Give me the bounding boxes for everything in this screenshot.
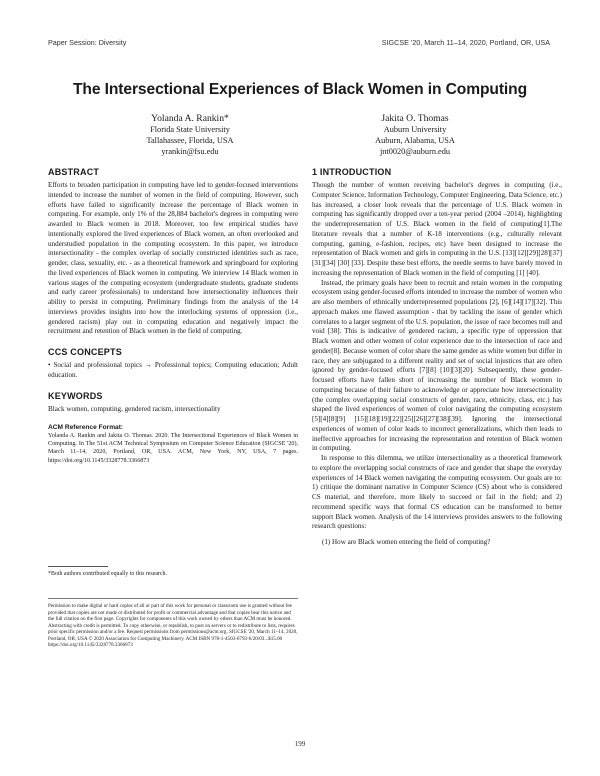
acm-reference-section <box>48 424 298 464</box>
running-header-right: SIGCSE '20, March 11–14, 2020, Portland, OR, USA <box>381 38 550 47</box>
author-name: Jakita O. Thomas <box>381 113 449 124</box>
author-location: Auburn, Alabama, USA <box>375 136 455 145</box>
footnote: *Both authors contributed equally to this research. <box>48 571 167 577</box>
abstract-heading: ABSTRACT <box>48 167 100 177</box>
acm-reference-heading: ACM Reference Format: <box>48 424 124 432</box>
author-email: yrankin@fsu.edu <box>161 147 219 156</box>
running-header-left: Paper Session: Diversity <box>48 38 127 47</box>
author-email: jnt0020@auburn.edu <box>379 147 451 156</box>
page-number: 199 <box>294 740 306 748</box>
intro-paragraph-1: Though the number of women receiving bachelor's degrees in computing (i.e., Computer Science, Information Technology, Computer Engineering, Data Science, etc.) has increased, a closer look reveals that the percentage of U.S. Black women in computing has significantly dropped over a ten-year period (2004 –2014), highlighting the underrepresentation of U.S. Black women in the field of computing[1].The literature reveals that a number of K-18 interventions (e.g., culturally relevant computing, gaming, e-fashion, recipes, etc) have been designed to increase the representation of Black women and girls in computing in the U.S. [13][12][29][28][37][31][34] [30] [33]. Despite these best efforts, the needle seems to have barely moved in increasing the representation of Black women in the field of computing [1] [40]. <box>312 181 562 277</box>
author-name: Yolanda A. Rankin* <box>151 113 229 124</box>
intro-paragraph-2: Instead, the primary goals have been to recruit and retain women in the computing ecosystem using gender-focused efforts intended to increase the number of women who are also members of ethnically underrepresented populations [2], [6][14][17][32]. This approach makes one flawed assumption - that by tackling the issue of gender which correlates to a larger segment of the U.S. population, the issue of race becomes null and void [38]. This is indicative of gendered racism, a specific type of oppression that Black women and other women of color experience due to the intersection of race and gender[8]. Because women of color share the same gender as white women but differ in race, they are subjugated to a different reality and set of social injustices that are often ignored by gender-focused efforts [7][8] [10][3][20]. Subsequently, these gender-focused efforts have fallen short of increasing the number of Black women in computing because of their failure to acknowledge or appreciate how intersectionality (the complex overlapping social constructs of gender, race, ethnicity, class, etc.) has shaped the lived experiences of women of color navigating the computing ecosystem [5][4][8][9] [15][18][19][22][25][26][27][38][39]. Ignoring the intersectional experiences of women of color leads to incorrect generalizations, which then leads to ineffective approaches for increasing the representation and retention of Black women in computing. <box>312 278 562 453</box>
author-block-1 <box>80 113 300 157</box>
abstract-text: Efforts to broaden participation in computing have led to gender-focused interventions intended to increase the number of women in the field of computing. However, such efforts have failed to significantly increase the percentage of Black women in computing. For example, only 1% of the 28,884 bachelor's degrees in computing were awarded to Black women in 2018. Moreover, too few empirical studies have intentionally explored the lived experiences of Black women, an often overlooked and understudied population in the computing ecosystem. In this paper, we introduce intersectionality - the complex overlap of socially constructed identities such as race, gender, class, sexuality, etc. - as a theoretical framework and springboard for exploring the lived experiences of Black women in computing. We interview 14 Black women in various stages of the computing ecosystem (undergraduate students, graduate students and early career professionals) to understand how intersectionality influences their ability to persist in computing. Preliminary findings from the analysis of the 14 interviews provides insights into how the interlocking systems of oppression (i.e., gendered racism) play out in computing education and negatively impact the recruitment and retention of Black women in the field of computing. <box>48 181 298 336</box>
permission-rule <box>48 598 298 599</box>
ccs-text: • Social and professional topics → Professional topics; Computing education; Adult education. <box>48 361 298 379</box>
permission-notice: Permission to make digital or hard copies of all or part of this work for personal or classroom use is granted without fee provided that copies are not made or distributed for profit or commercial advantage and that copies bear this notice and the full citation on the first page. Copyrights for components of this work owned by others than ACM must be honored. Abstracting with credit is permitted. To copy otherwise, or republish, to post on servers or to redistribute to lists, requires prior specific permission and/or a fee. Request permissions from permissions@acm.org. SIGCSE '20, March 11–14, 2020, Portland, OR, USA © 2020 Association for Computing Machinery. ACM ISBN 978-1-4503-6793-6/20/03...$15.00 https://doi.org/10.1145/3328778.3366873 <box>48 603 298 648</box>
intro-paragraph-3: In response to this dilemma, we utilize intersectionality as a theoretical framework to explore the overlapping social constructs of race and gender that shape the everyday experiences of 14 Black women navigating the computing ecosystem. Our goals are to: 1) critique the dominant narrative in Computer Science (CS) about who is considered CS material, and therefore, more likely to succeed or fail in the field; and 2) recommend specific ways that formal CS education can be transformed to better support Black women. Analysis of the 14 interviews provides answers to the following research questions: <box>312 454 562 531</box>
author-location: Tallahassee, Florida, USA <box>146 136 234 145</box>
right-column <box>312 167 562 546</box>
author-affiliation: Auburn University <box>383 125 447 134</box>
ccs-heading: CCS CONCEPTS <box>48 347 122 357</box>
author-block-2 <box>305 113 525 157</box>
acm-reference-text: Yolanda A. Rankin and Jakita O. Thomas. 2020. The Intersectional Experiences of Black Women in Computing. In The 51st ACM Technical Symposium on Computer Science Education (SIGCSE '20), March 11–14, 2020, Portland, OR, USA. ACM, New York, NY, USA, 7 pages. https://doi.org/10.1145/3328778.3366873 <box>48 433 298 464</box>
keywords-section <box>48 391 298 415</box>
research-question-1: (1) How are Black women entering the field of computing? <box>322 538 491 546</box>
footnote-rule <box>48 566 108 567</box>
introduction-heading: 1 INTRODUCTION <box>312 167 392 177</box>
author-affiliation: Florida State University <box>150 125 230 134</box>
keywords-heading: KEYWORDS <box>48 390 103 401</box>
left-column <box>48 167 298 465</box>
paper-title: The Intersectional Experiences of Black Women in Computing <box>72 81 528 98</box>
keywords-text: Black women, computing, gendered racism, intersectionality <box>48 404 221 413</box>
ccs-section <box>48 347 298 381</box>
